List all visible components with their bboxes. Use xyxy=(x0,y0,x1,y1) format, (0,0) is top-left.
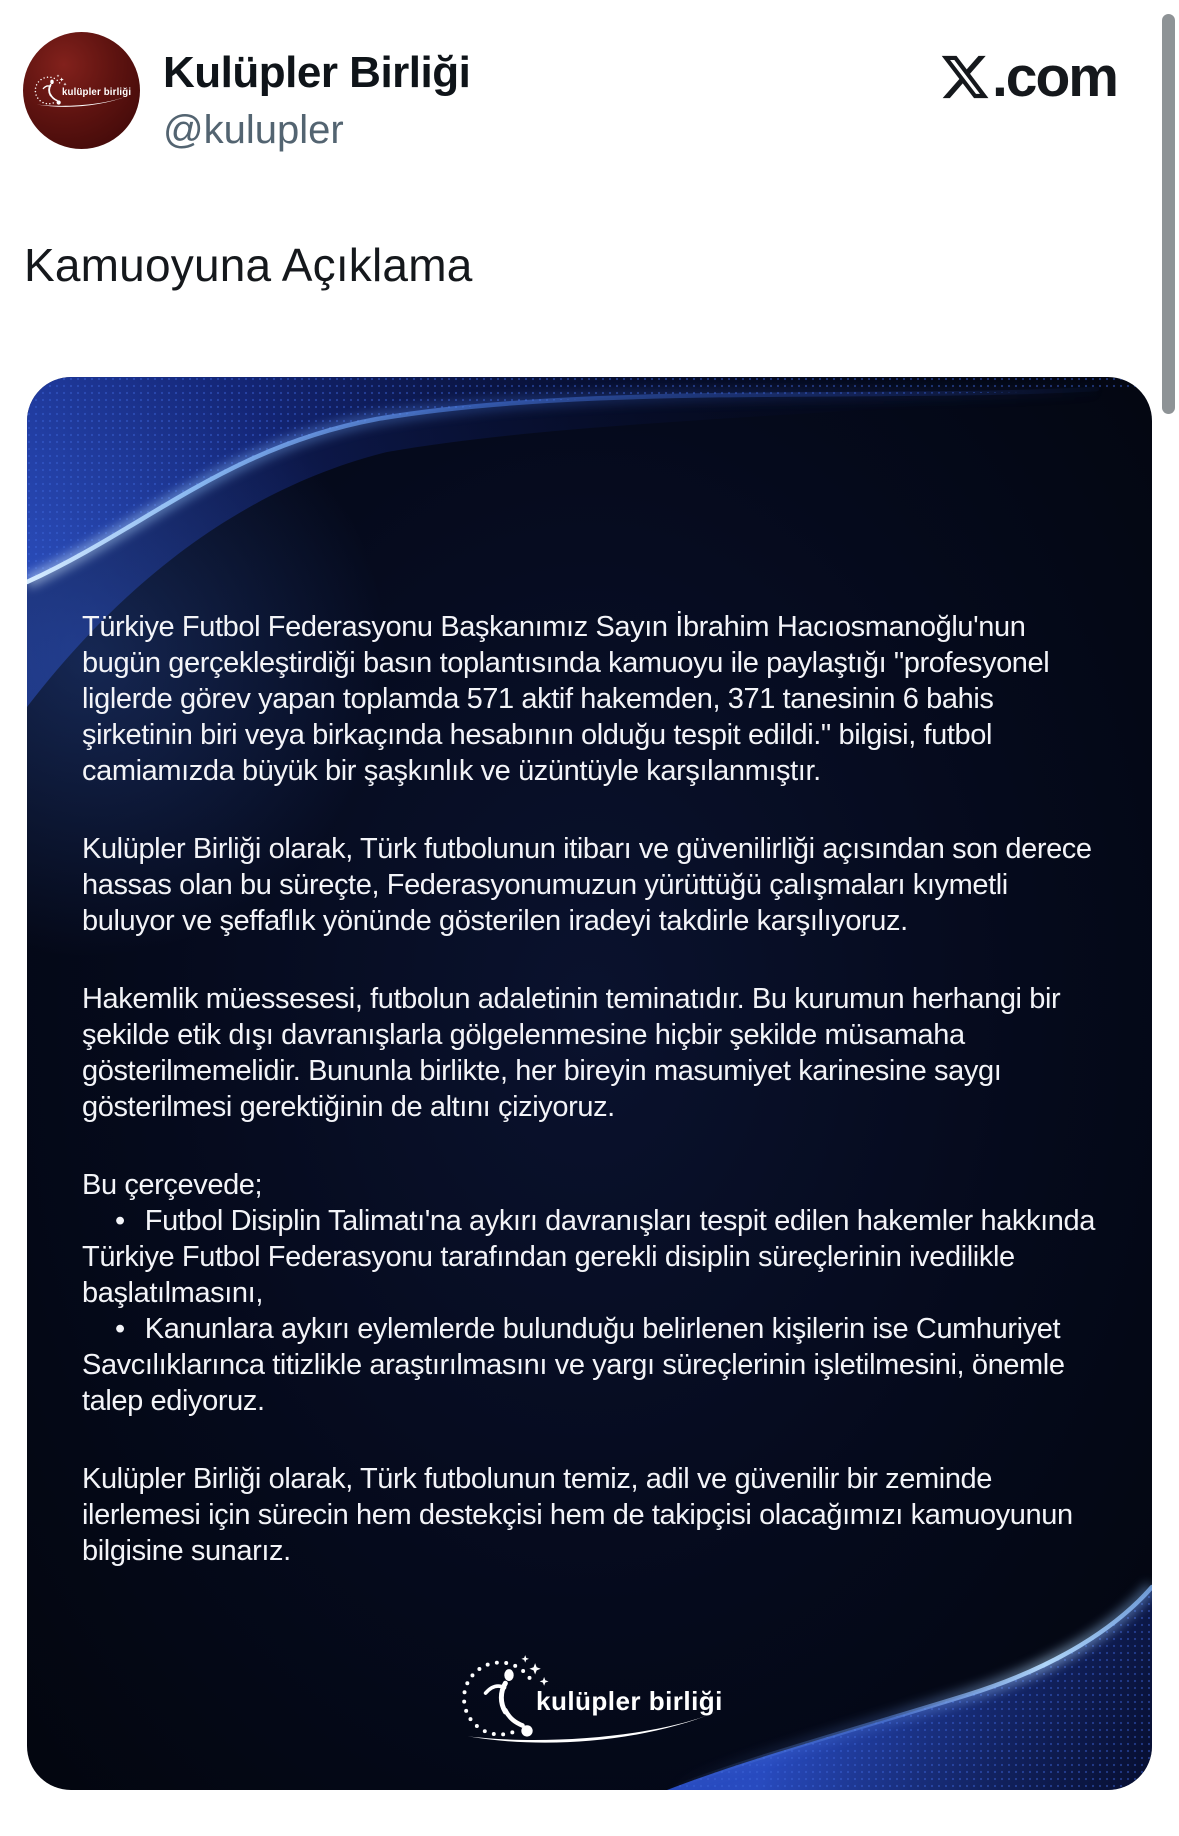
statement-paragraph-3: Hakemlik müessesesi, futbolun adaletinin teminatıdır. Bu kurumun herhangi bir şekilde etik dışı davranışlarla gölgelenmesine hiçbir şekilde müsamaha gösterilmemelidir. Bununla birlikte, her bireyin masumiyet karinesine saygı gösterilmesi gerektiğinin de altını çiziyoruz. xyxy=(82,983,1061,1123)
avatar[interactable] xyxy=(23,32,140,149)
author-handle[interactable]: @kulupler xyxy=(163,108,344,152)
x-logo-icon xyxy=(939,51,991,103)
post-title: Kamuoyuna Açıklama xyxy=(24,239,473,291)
statement-paragraph-2: Kulüpler Birliği olarak, Türk futbolunun itibarı ve güvenilirliği açısından son derece hassas olan bu süreçte, Federasyonumuzun yürüttüğü çalışmaları kıymetli buluyor ve şeffaflık yönünde gösterilen iradeyi takdirle karşılıyoruz. xyxy=(82,833,1092,937)
x-com-watermark xyxy=(939,44,1117,110)
author-display-name[interactable]: Kulüpler Birliği xyxy=(163,48,471,97)
club-logo-icon xyxy=(455,1649,725,1748)
statement-text xyxy=(82,609,1104,1569)
statement-bullet-2: • Kanunlara aykırı eylemlerde bulunduğu belirlenen kişilerin ise Cumhuriyet Savcılıklarınca titizlikle araştırılmasını ve yargı süreçlerinin işletilmesini, önemle talep ediyoruz. xyxy=(82,1313,1065,1417)
club-logo-icon xyxy=(32,72,132,109)
statement-image[interactable] xyxy=(27,377,1152,1790)
author-block xyxy=(163,48,470,153)
statement-paragraph-1: Türkiye Futbol Federasyonu Başkanımız Sayın İbrahim Hacıosmanoğlu'nun bugün gerçekleştirdiği basın toplantısında kamuoyu ile paylaştığı "profesyonel liglerde görev yapan toplamda 571 aktif hakemden, 371 tanesinin 6 bahis şirketinin biri veya birkaçında hesabının olduğu tespit edildi." bilgisi, futbol camiamızda büyük bir şaşkınlık ve üzüntüyle karşılanmıştır. xyxy=(82,611,1050,787)
scrollbar-thumb[interactable] xyxy=(1162,14,1175,414)
statement-bullet-1: • Futbol Disiplin Talimatı'na aykırı davranışları tespit edilen hakemler hakkında Türkiye Futbol Federasyonu tarafından gerekli disiplin süreçlerinin ivedilikle başlatılmasını, xyxy=(82,1205,1095,1309)
bullet-icon: • xyxy=(115,1205,125,1237)
bullet-icon: • xyxy=(115,1313,125,1345)
statement-closing: Kulüpler Birliği olarak, Türk futbolunun temiz, adil ve güvenilir bir zeminde ilerlemesi için sürecin hem destekçisi hem de takipçisi olacağımızı kamuoyunun bilgisine sunarız. xyxy=(82,1463,1073,1567)
x-com-label: .com xyxy=(991,45,1117,109)
club-logo xyxy=(455,1649,725,1748)
statement-framework-intro: Bu çerçevede; xyxy=(82,1169,263,1201)
